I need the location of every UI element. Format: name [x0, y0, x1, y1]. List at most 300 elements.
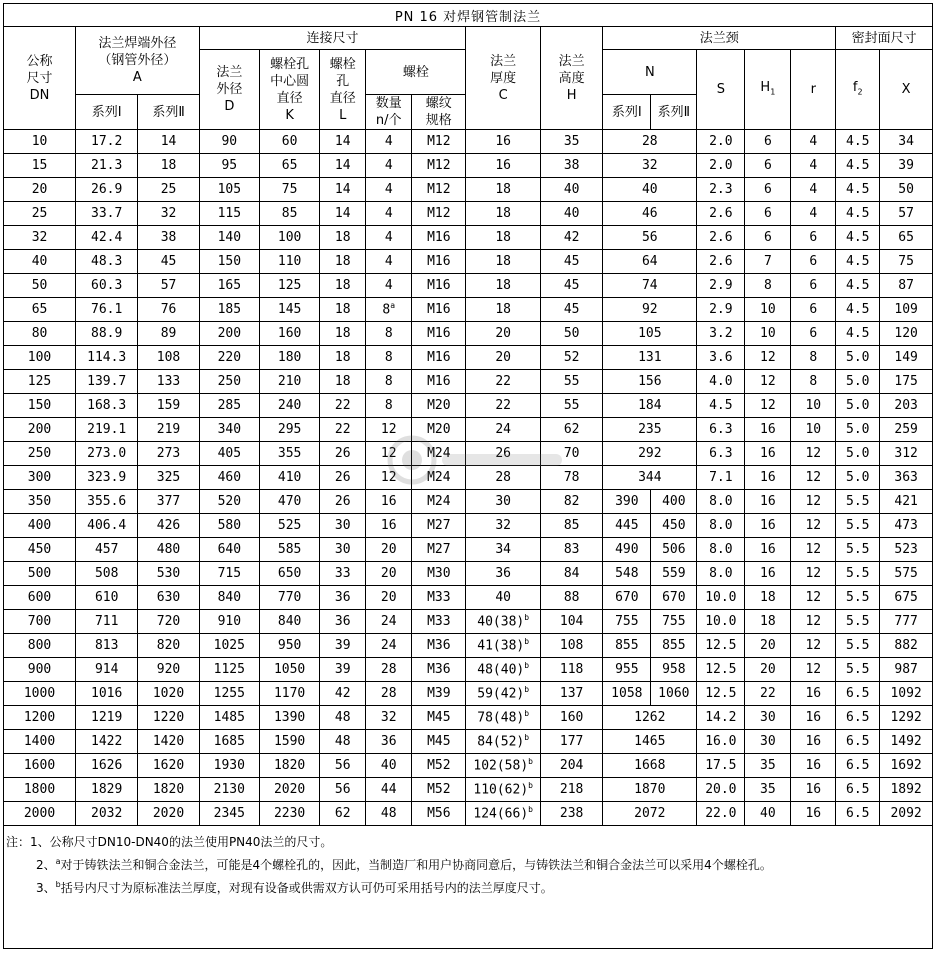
cell-dn-value: 1800 — [23, 782, 56, 797]
cell-h1 — [745, 538, 791, 562]
cell-f2 — [836, 442, 880, 466]
cell-f2-value: 6.5 — [846, 758, 870, 773]
cell-r-value: 12 — [805, 662, 822, 677]
cell-n1 — [603, 466, 697, 490]
cell-x-value: 777 — [894, 614, 918, 629]
cell-l-value: 36 — [334, 614, 351, 629]
note-3-number: 3、 — [36, 881, 56, 895]
cell-r-value: 12 — [805, 518, 822, 533]
cell-r-value: 12 — [805, 566, 822, 581]
cell-a2-value: 530 — [156, 566, 181, 581]
cell-n2 — [651, 634, 697, 658]
cell-t-value: M12 — [427, 134, 451, 149]
cell-x — [880, 298, 932, 322]
cell-h-value: 35 — [563, 134, 580, 149]
cell-k-value: 2230 — [273, 806, 306, 821]
cell-s-value: 12.5 — [705, 638, 737, 653]
cell-c-value: 32 — [495, 518, 512, 533]
cell-x — [880, 250, 932, 274]
cell-t-value: M20 — [427, 422, 451, 437]
cell-n — [366, 802, 412, 826]
table-row — [4, 490, 932, 514]
cell-h-value: 52 — [563, 350, 580, 365]
header-bolt-count — [366, 95, 412, 130]
cell-dn — [4, 802, 76, 826]
cell-n1-value: 390 — [615, 494, 639, 509]
cell-t-value: M27 — [427, 542, 451, 557]
cell-a1 — [76, 274, 138, 298]
cell-n1-value: 92 — [641, 302, 658, 317]
cell-k — [259, 346, 319, 370]
cell-r — [791, 226, 836, 250]
cell-l-value: 48 — [334, 734, 351, 749]
cell-a2-value: 45 — [160, 254, 177, 269]
cell-x-value: 1092 — [890, 686, 922, 701]
cell-x — [880, 754, 932, 778]
cell-r-value: 8 — [809, 350, 818, 365]
cell-h1 — [745, 490, 791, 514]
cell-x — [880, 610, 932, 634]
cell-a1 — [76, 802, 138, 826]
cell-r — [791, 346, 836, 370]
cell-t-value: M39 — [427, 686, 451, 701]
cell-h1-value: 20 — [760, 662, 776, 677]
cell-l-value: 33 — [334, 566, 351, 581]
cell-n1 — [603, 346, 697, 370]
cell-n1-value: 156 — [638, 374, 662, 389]
cell-x — [880, 490, 932, 514]
cell-k-value: 85 — [281, 206, 298, 221]
cell-s-value: 8.0 — [709, 542, 733, 557]
cell-h1-value: 6 — [763, 206, 772, 221]
cell-h-value: 40 — [563, 206, 580, 221]
header-dn-text: 公称 尺寸 DN — [26, 53, 53, 103]
cell-n — [366, 658, 412, 682]
cell-n1-value: 344 — [638, 470, 662, 485]
cell-a2-value: 920 — [156, 662, 181, 677]
cell-f2-value: 5.5 — [846, 542, 870, 557]
cell-h1 — [745, 226, 791, 250]
cell-x-value: 987 — [894, 662, 918, 677]
table-row — [4, 178, 932, 202]
cell-h1 — [745, 346, 791, 370]
cell-c-value: 40(38) — [477, 614, 525, 630]
cell-n — [366, 154, 412, 178]
cell-d-value: 90 — [221, 134, 238, 149]
cell-h-value: 218 — [559, 782, 584, 797]
cell-s-value: 4.0 — [709, 374, 733, 389]
cell-d — [199, 418, 259, 442]
cell-c-value: 48(40) — [477, 662, 525, 678]
cell-d — [199, 634, 259, 658]
cell-a2 — [138, 250, 199, 274]
cell-d-value: 220 — [217, 350, 242, 365]
cell-n1 — [603, 634, 651, 658]
cell-n — [366, 274, 412, 298]
cell-s-value: 2.3 — [709, 182, 733, 197]
cell-r — [791, 514, 836, 538]
cell-l — [320, 322, 366, 346]
cell-a1 — [76, 130, 138, 154]
cell-f2-value: 6.5 — [846, 710, 870, 725]
cell-t-value: M24 — [427, 446, 451, 461]
cell-s-value: 22.0 — [705, 806, 737, 821]
cell-h — [540, 586, 602, 610]
cell-dn-value: 32 — [31, 230, 48, 245]
cell-h1 — [745, 754, 791, 778]
cell-f2-value: 5.0 — [846, 446, 870, 461]
cell-x — [880, 226, 932, 250]
cell-dn-value: 300 — [27, 470, 52, 485]
cell-s — [697, 250, 745, 274]
cell-a1 — [76, 658, 138, 682]
cell-t — [412, 298, 466, 322]
cell-h-value: 70 — [563, 446, 580, 461]
cell-r-value: 16 — [805, 734, 822, 749]
cell-a2-value: 377 — [156, 494, 181, 509]
cell-a2-value: 89 — [160, 326, 177, 341]
cell-s-value: 3.6 — [709, 350, 733, 365]
cell-r-value: 16 — [805, 806, 822, 821]
cell-d-value: 150 — [217, 254, 242, 269]
cell-x — [880, 634, 932, 658]
cell-f2 — [836, 130, 880, 154]
table-row — [4, 538, 932, 562]
cell-l — [320, 130, 366, 154]
cell-n-value: 12 — [380, 446, 397, 461]
header-h1-text: H — [760, 79, 771, 95]
cell-dn-value: 250 — [27, 446, 52, 461]
cell-t-value: M52 — [427, 758, 451, 773]
cell-h — [540, 730, 602, 754]
cell-k-value: 840 — [277, 614, 302, 629]
cell-k-value: 295 — [277, 422, 302, 437]
cell-h1-value: 6 — [763, 230, 772, 245]
cell-k — [259, 226, 319, 250]
cell-a1-value: 1219 — [91, 710, 123, 725]
cell-s — [697, 298, 745, 322]
cell-x — [880, 802, 932, 826]
footnote-mark: b — [524, 709, 530, 719]
cell-c — [466, 610, 541, 634]
note-2-number: 2、 — [36, 858, 56, 872]
cell-c-value: 16 — [495, 134, 512, 149]
cell-a1-value: 17.2 — [91, 134, 123, 149]
cell-n-value: 20 — [380, 590, 397, 605]
cell-r — [791, 274, 836, 298]
cell-h — [540, 682, 602, 706]
cell-t — [412, 730, 466, 754]
cell-n — [366, 754, 412, 778]
cell-a2-value: 38 — [160, 230, 177, 245]
cell-t-value: M27 — [427, 518, 451, 533]
cell-l-value: 22 — [334, 422, 351, 437]
table-row — [4, 802, 932, 826]
cell-s — [697, 130, 745, 154]
cell-n1 — [603, 226, 697, 250]
cell-r — [791, 202, 836, 226]
cell-f2 — [836, 466, 880, 490]
cell-x-value: 259 — [894, 422, 918, 437]
cell-h-value: 55 — [563, 398, 580, 413]
cell-dn — [4, 778, 76, 802]
cell-a2 — [138, 538, 199, 562]
cell-k — [259, 298, 319, 322]
footnote-mark: a — [390, 301, 396, 311]
cell-dn-value: 200 — [27, 422, 52, 437]
cell-a2-value: 480 — [156, 542, 181, 557]
cell-d — [199, 754, 259, 778]
cell-r-value: 6 — [809, 254, 818, 269]
cell-c-value: 18 — [495, 302, 512, 317]
cell-a2 — [138, 490, 199, 514]
cell-s — [697, 778, 745, 802]
table-row — [4, 274, 932, 298]
cell-r-value: 10 — [805, 422, 822, 437]
cell-a2 — [138, 514, 199, 538]
cell-x — [880, 442, 932, 466]
cell-l — [320, 490, 366, 514]
header-thread — [412, 95, 466, 130]
cell-h-value: 42 — [563, 230, 580, 245]
cell-l-value: 14 — [334, 182, 351, 197]
cell-a2 — [138, 226, 199, 250]
cell-n1 — [603, 658, 651, 682]
cell-h-value: 177 — [559, 734, 584, 749]
cell-s — [697, 490, 745, 514]
cell-h1 — [745, 322, 791, 346]
cell-r — [791, 682, 836, 706]
cell-a1-value: 76.1 — [91, 302, 123, 317]
cell-s — [697, 730, 745, 754]
cell-n-value: 16 — [380, 518, 397, 533]
cell-h — [540, 226, 602, 250]
cell-k-value: 160 — [277, 326, 302, 341]
cell-n — [366, 730, 412, 754]
cell-c — [466, 802, 541, 826]
cell-c — [466, 490, 541, 514]
cell-a1-value: 2032 — [91, 806, 123, 821]
cell-c-value: 59(42) — [477, 686, 525, 702]
cell-d — [199, 658, 259, 682]
cell-d-value: 185 — [217, 302, 242, 317]
cell-a1 — [76, 250, 138, 274]
cell-r-value: 12 — [805, 638, 822, 653]
cell-c — [466, 466, 541, 490]
cell-k-value: 180 — [277, 350, 302, 365]
cell-n-value: 28 — [380, 686, 397, 701]
cell-t — [412, 178, 466, 202]
cell-n1-value: 235 — [638, 422, 662, 437]
cell-a1 — [76, 298, 138, 322]
cell-f2 — [836, 754, 880, 778]
cell-n2-value: 450 — [662, 518, 686, 533]
cell-s-value: 4.5 — [709, 398, 733, 413]
cell-s-value: 2.6 — [709, 206, 733, 221]
cell-n-value: 28 — [380, 662, 397, 677]
cell-h1-value: 40 — [760, 806, 776, 821]
cell-d-value: 95 — [221, 158, 238, 173]
cell-k — [259, 202, 319, 226]
cell-n1 — [603, 730, 697, 754]
cell-f2 — [836, 706, 880, 730]
cell-n2 — [651, 610, 697, 634]
cell-l — [320, 394, 366, 418]
cell-r — [791, 778, 836, 802]
cell-h1-value: 12 — [760, 398, 776, 413]
table-row — [4, 706, 932, 730]
header-outer-diameter — [76, 27, 200, 95]
cell-d-value: 2130 — [213, 782, 245, 797]
cell-d-value: 2345 — [213, 806, 245, 821]
cell-a1-value: 42.4 — [91, 230, 123, 245]
cell-k — [259, 658, 319, 682]
cell-dn-value: 80 — [31, 326, 48, 341]
cell-x-value: 175 — [894, 374, 918, 389]
cell-c-value: 110(62) — [473, 782, 529, 798]
cell-n — [366, 610, 412, 634]
cell-dn-value: 400 — [27, 518, 52, 533]
cell-c — [466, 730, 541, 754]
cell-h-value: 83 — [563, 542, 580, 557]
cell-n-value: 12 — [380, 422, 397, 437]
cell-c-value: 26 — [495, 446, 512, 461]
cell-f2 — [836, 178, 880, 202]
cell-k — [259, 586, 319, 610]
cell-s — [697, 586, 745, 610]
cell-n1-value: 46 — [641, 206, 658, 221]
cell-n-value: 20 — [380, 542, 397, 557]
cell-n1 — [603, 178, 697, 202]
cell-h-value: 137 — [559, 686, 584, 701]
cell-d-value: 285 — [217, 398, 242, 413]
cell-l-value: 18 — [334, 278, 351, 293]
cell-f2-value: 5.5 — [846, 662, 870, 677]
cell-dn — [4, 418, 76, 442]
cell-h-value: 84 — [563, 566, 580, 581]
cell-t — [412, 634, 466, 658]
cell-c-value: 18 — [495, 206, 512, 221]
cell-h — [540, 274, 602, 298]
table-row — [4, 562, 932, 586]
cell-c — [466, 370, 541, 394]
cell-c — [466, 394, 541, 418]
cell-c-value: 18 — [495, 254, 512, 269]
cell-x — [880, 370, 932, 394]
cell-t — [412, 202, 466, 226]
cell-h1-value: 30 — [760, 734, 776, 749]
cell-k-value: 1390 — [273, 710, 306, 725]
cell-r-value: 4 — [809, 134, 818, 149]
cell-x — [880, 778, 932, 802]
cell-l-value: 26 — [334, 446, 351, 461]
cell-h-value: 85 — [563, 518, 580, 533]
cell-t — [412, 226, 466, 250]
cell-r-value: 12 — [805, 494, 822, 509]
cell-a2 — [138, 418, 199, 442]
cell-d — [199, 370, 259, 394]
cell-a2 — [138, 754, 199, 778]
cell-s-value: 3.2 — [709, 326, 733, 341]
cell-x — [880, 154, 932, 178]
cell-l — [320, 562, 366, 586]
cell-d — [199, 178, 259, 202]
cell-s — [697, 658, 745, 682]
header-sealing: 密封面尺寸 — [836, 27, 932, 50]
cell-l — [320, 730, 366, 754]
header-a-series2: 系列Ⅱ — [138, 95, 199, 130]
cell-k — [259, 490, 319, 514]
cell-k-value: 65 — [281, 158, 298, 173]
cell-h1 — [745, 658, 791, 682]
cell-k — [259, 418, 319, 442]
cell-d-value: 715 — [217, 566, 242, 581]
cell-s — [697, 346, 745, 370]
cell-h1-value: 30 — [760, 710, 776, 725]
cell-n-value: 48 — [380, 806, 397, 821]
cell-l-value: 39 — [334, 638, 351, 653]
cell-dn-value: 40 — [31, 254, 48, 269]
cell-a1 — [76, 394, 138, 418]
cell-n2-value: 400 — [662, 494, 686, 509]
cell-t-value: M16 — [427, 326, 451, 341]
cell-f2-value: 5.0 — [846, 374, 870, 389]
cell-d-value: 840 — [217, 590, 242, 605]
cell-l — [320, 634, 366, 658]
footnote-mark: b — [524, 613, 530, 623]
cell-s — [697, 634, 745, 658]
cell-t-value: M36 — [427, 662, 451, 677]
cell-n-value: 24 — [380, 614, 397, 629]
cell-s — [697, 802, 745, 826]
cell-c — [466, 202, 541, 226]
cell-n1 — [603, 154, 697, 178]
cell-h — [540, 658, 602, 682]
cell-d — [199, 466, 259, 490]
footnote-mark: b — [528, 805, 533, 815]
cell-k-value: 60 — [281, 134, 298, 149]
cell-r-value: 6 — [809, 326, 818, 341]
cell-h — [540, 634, 602, 658]
cell-d — [199, 490, 259, 514]
cell-r — [791, 466, 836, 490]
cell-x-value: 312 — [894, 446, 918, 461]
cell-h1-value: 16 — [760, 470, 776, 485]
cell-dn — [4, 394, 76, 418]
cell-a2 — [138, 562, 199, 586]
cell-r-value: 12 — [805, 446, 822, 461]
cell-t — [412, 394, 466, 418]
cell-f2-value: 4.5 — [846, 206, 870, 221]
header-bolt: 螺栓 — [366, 50, 466, 95]
cell-n1 — [603, 538, 651, 562]
cell-t-value: M36 — [427, 638, 451, 653]
cell-t-value: M16 — [427, 374, 451, 389]
cell-n — [366, 490, 412, 514]
cell-h1-value: 35 — [760, 782, 776, 797]
cell-f2-value: 6.5 — [846, 686, 870, 701]
table-row — [4, 370, 932, 394]
cell-a2-value: 720 — [156, 614, 181, 629]
table-row — [4, 154, 932, 178]
cell-h — [540, 322, 602, 346]
cell-dn-value: 10 — [31, 134, 48, 149]
cell-d-value: 520 — [217, 494, 242, 509]
cell-c — [466, 778, 541, 802]
cell-a2 — [138, 202, 199, 226]
cell-dn — [4, 298, 76, 322]
cell-a2 — [138, 154, 199, 178]
